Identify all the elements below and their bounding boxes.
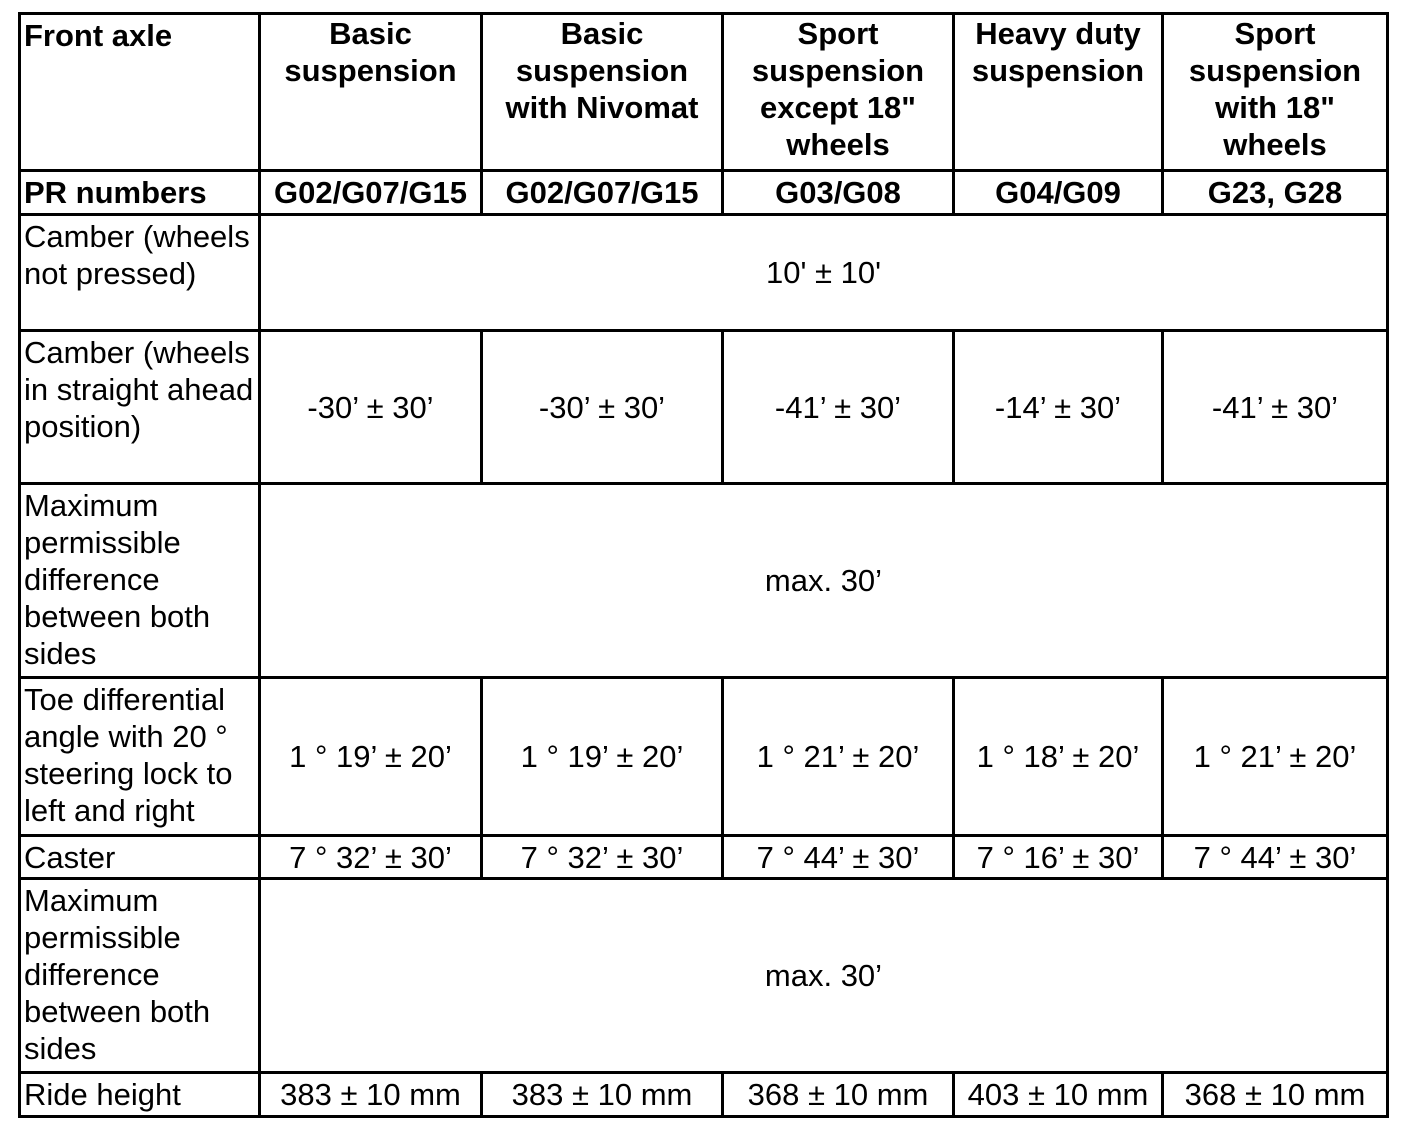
camber-not-pressed-row: [20, 215, 1388, 331]
caster-cell: 7 ° 32’ ± 30’: [482, 836, 723, 879]
ride-height-row: [20, 1073, 1388, 1117]
header-sport-suspension-except-18: Sport suspension except 18" wheels: [723, 14, 954, 171]
toe-differential-cell: 1 ° 19’ ± 20’: [260, 678, 482, 836]
header-basic-suspension-nivomat: Basic suspension with Nivomat: [482, 14, 723, 171]
camber-straight-label: Camber (wheels in straight ahead position): [20, 331, 260, 484]
pr-number-cell: G02/G07/G15: [260, 171, 482, 215]
pr-numbers-label: PR numbers: [20, 171, 260, 215]
pr-number-cell: G02/G07/G15: [482, 171, 723, 215]
ride-height-label: Ride height: [20, 1073, 260, 1117]
pr-numbers-row: [20, 171, 1388, 215]
camber-not-pressed-value: 10' ± 10': [260, 215, 1388, 331]
caster-row: [20, 836, 1388, 879]
caster-cell: 7 ° 44’ ± 30’: [723, 836, 954, 879]
ride-height-cell: 368 ± 10 mm: [723, 1073, 954, 1117]
max-diff-caster-value: max. 30’: [260, 879, 1388, 1073]
camber-straight-cell: -30’ ± 30’: [260, 331, 482, 484]
pr-number-cell: G23, G28: [1163, 171, 1388, 215]
ride-height-cell: 383 ± 10 mm: [482, 1073, 723, 1117]
camber-straight-cell: -41’ ± 30’: [723, 331, 954, 484]
toe-differential-cell: 1 ° 18’ ± 20’: [954, 678, 1163, 836]
pr-number-cell: G03/G08: [723, 171, 954, 215]
caster-cell: 7 ° 32’ ± 30’: [260, 836, 482, 879]
caster-label: Caster: [20, 836, 260, 879]
toe-differential-cell: 1 ° 19’ ± 20’: [482, 678, 723, 836]
camber-straight-cell: -14’ ± 30’: [954, 331, 1163, 484]
pr-number-cell: G04/G09: [954, 171, 1163, 215]
header-sport-suspension-18: Sport suspension with 18" wheels: [1163, 14, 1388, 171]
caster-cell: 7 ° 44’ ± 30’: [1163, 836, 1388, 879]
caster-cell: 7 ° 16’ ± 30’: [954, 836, 1163, 879]
toe-differential-cell: 1 ° 21’ ± 20’: [1163, 678, 1388, 836]
toe-differential-row: [20, 678, 1388, 836]
toe-differential-cell: 1 ° 21’ ± 20’: [723, 678, 954, 836]
camber-straight-cell: -41’ ± 30’: [1163, 331, 1388, 484]
camber-not-pressed-label: Camber (wheels not pressed): [20, 215, 260, 331]
header-corner-front-axle: Front axle: [20, 14, 260, 171]
max-diff-camber-value: max. 30’: [260, 484, 1388, 678]
header-row: [20, 14, 1388, 171]
wheel-alignment-table: [18, 12, 1389, 1118]
camber-straight-cell: -30’ ± 30’: [482, 331, 723, 484]
max-diff-caster-row: [20, 879, 1388, 1073]
header-basic-suspension: Basic suspension: [260, 14, 482, 171]
max-diff-caster-label: Maximum permissible difference between both sides: [20, 879, 260, 1073]
max-diff-camber-row: [20, 484, 1388, 678]
max-diff-camber-label: Maximum permissible difference between both sides: [20, 484, 260, 678]
camber-straight-row: [20, 331, 1388, 484]
header-heavy-duty-suspension: Heavy duty suspension: [954, 14, 1163, 171]
ride-height-cell: 383 ± 10 mm: [260, 1073, 482, 1117]
ride-height-cell: 368 ± 10 mm: [1163, 1073, 1388, 1117]
ride-height-cell: 403 ± 10 mm: [954, 1073, 1163, 1117]
toe-differential-label: Toe differential angle with 20 ° steering lock to left and right: [20, 678, 260, 836]
